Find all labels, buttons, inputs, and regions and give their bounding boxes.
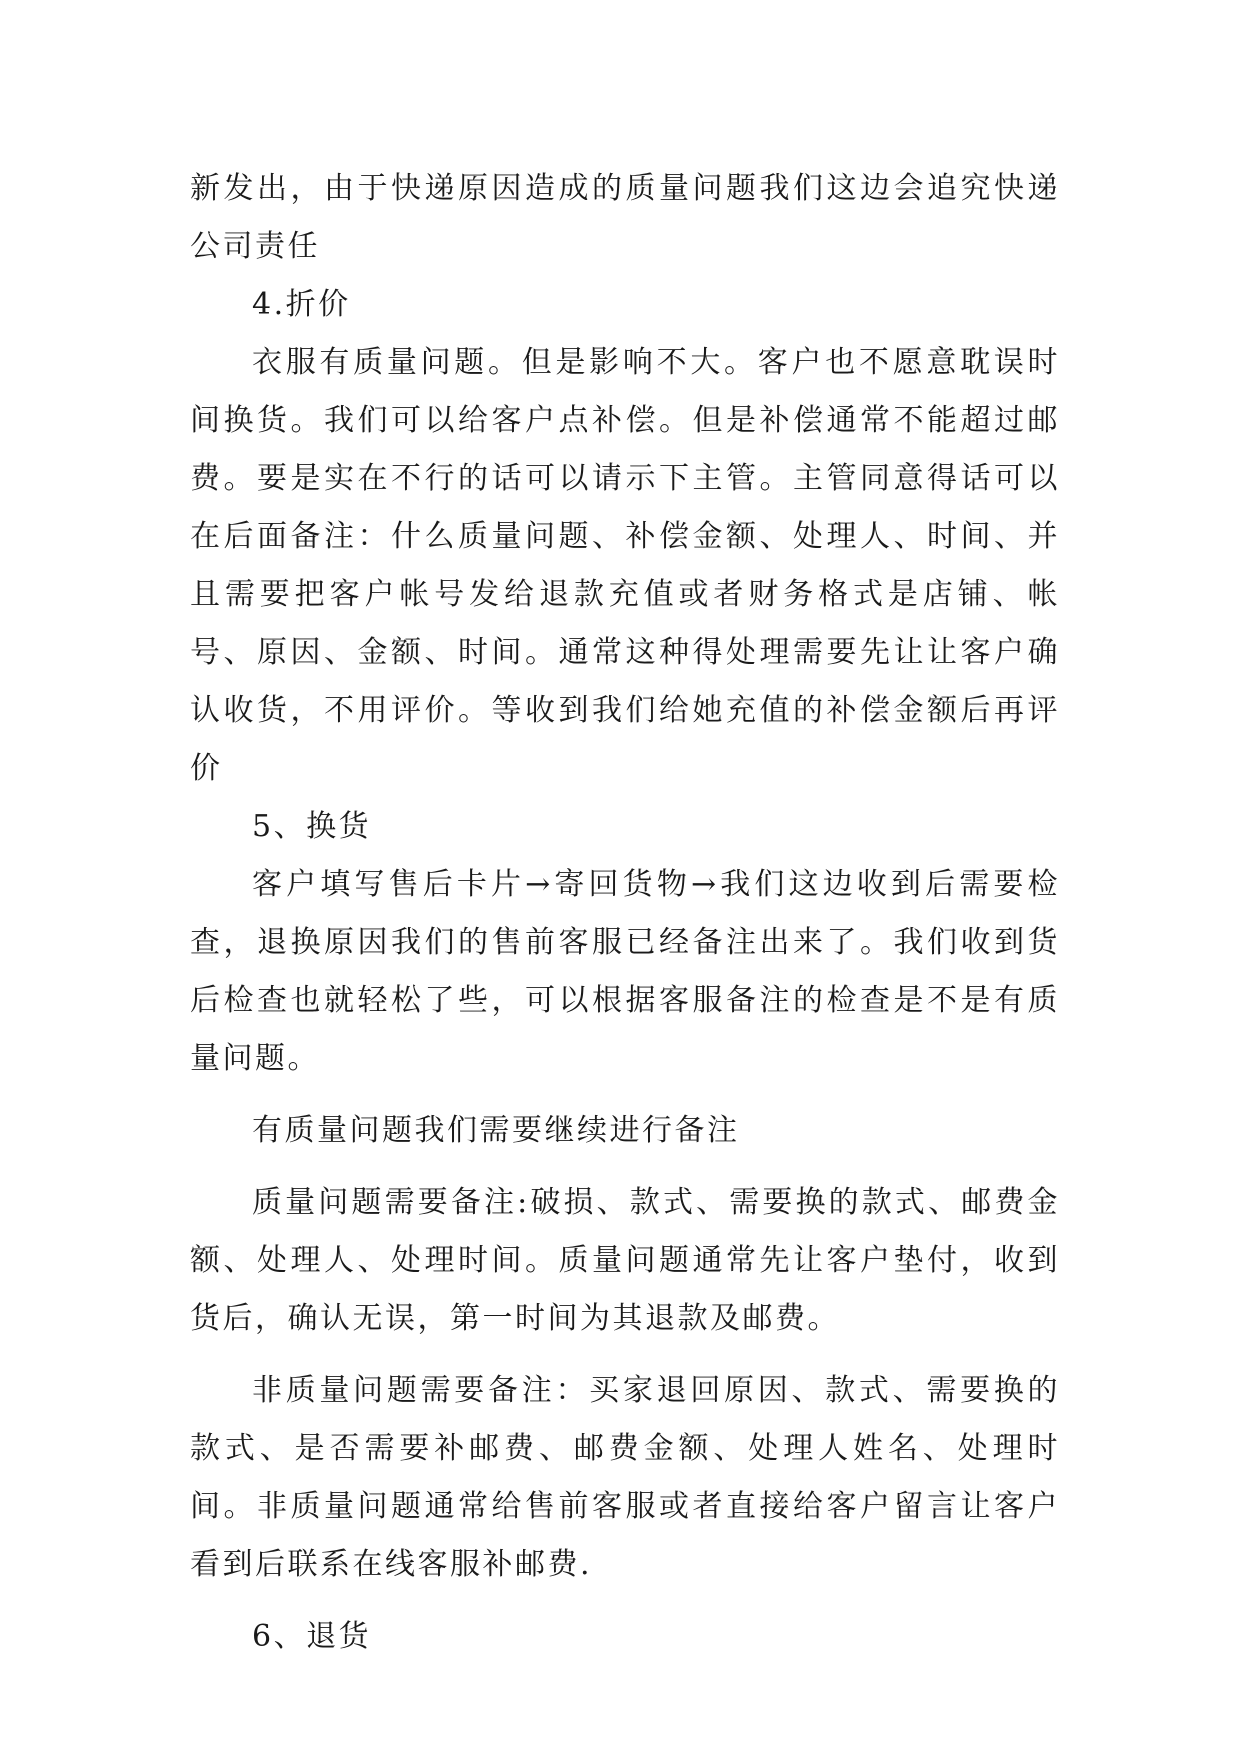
paragraph-non-quality-remarks: 非质量问题需要备注：买家退回原因、款式、需要换的款式、是否需要补邮费、邮费金额、处理人姓名、处理时间。非质量问题通常给售前客服或者直接给客户留言让客户看到后联系在线客服补邮费. <box>190 1373 1060 1582</box>
section-heading-exchange: 5、换货 <box>252 809 372 844</box>
document-body <box>190 160 1060 1666</box>
paragraph-continuation: 新发出，由于快递原因造成的质量问题我们这边会追究快递公司责任 <box>190 171 1060 264</box>
paragraph-quality-note: 有质量问题我们需要继续进行备注 <box>252 1113 740 1148</box>
section-heading-return: 6、退货 <box>252 1619 372 1654</box>
paragraph-quality-remarks: 质量问题需要备注:破损、款式、需要换的款式、邮费金额、处理人、处理时间。质量问题通常先让客户垫付，收到货后，确认无误，第一时间为其退款及邮费。 <box>190 1185 1060 1336</box>
section-heading-discount: 4.折价 <box>252 287 351 322</box>
paragraph-discount-body: 衣服有质量问题。但是影响不大。客户也不愿意耽误时间换货。我们可以给客户点补偿。但是补偿通常不能超过邮费。要是实在不行的话可以请示下主管。主管同意得话可以在后面备注：什么质量问题、补偿金额、处理人、时间、并且需要把客户帐号发给退款充值或者财务格式是店铺、帐号、原因、金额、时间。通常这种得处理需要先让让客户确认收货，不用评价。等收到我们给她充值的补偿金额后再评价 <box>190 345 1060 786</box>
paragraph-exchange-process: 客户填写售后卡片→寄回货物→我们这边收到后需要检查，退换原因我们的售前客服已经备注出来了。我们收到货后检查也就轻松了些，可以根据客服备注的检查是不是有质量问题。 <box>190 867 1060 1076</box>
